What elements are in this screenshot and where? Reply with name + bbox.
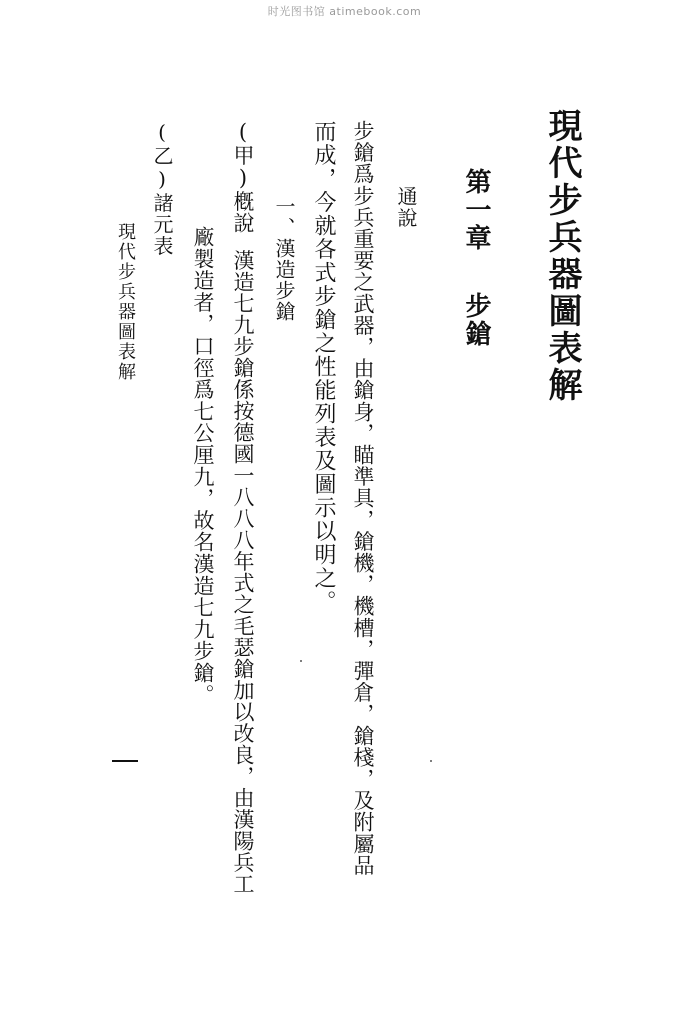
paragraph-line: 而成，今就各式步鎗之性能列表及圖示以明之。: [311, 120, 336, 614]
subsection-a-heading: (甲)槪說: [231, 120, 255, 234]
chapter-name: 步鎗: [461, 292, 491, 348]
paragraph-line: 廠製造者，口徑爲七公厘九，故名漢造七九步鎗。: [191, 226, 215, 706]
item-heading: 一、漢造步鎗: [272, 196, 296, 322]
watermark-text: 时光图书馆 atimebook.com: [267, 5, 422, 18]
subsection-b-heading: (乙)諸元表: [150, 120, 174, 257]
chapter-number: 第一章: [461, 168, 491, 252]
book-title: 現代步兵器圖表解: [542, 108, 582, 404]
chapter-heading: [458, 168, 495, 348]
speck: [300, 660, 302, 662]
speck: [430, 760, 432, 762]
paragraph-line: 漢造七九步鎗係按德國一八八八年式之毛瑟鎗加以改良，由漢陽兵工: [231, 249, 255, 895]
section-general-heading: 通說: [394, 186, 418, 229]
page-number: [112, 760, 138, 762]
paragraph-line: 步鎗爲步兵重要之武器，由鎗身，瞄準具，鎗機，機槽，彈倉，鎗棧，及附屬品: [351, 120, 375, 876]
subsection-a-label: [228, 120, 258, 895]
running-header: 現代步兵器圖表解: [115, 222, 136, 382]
